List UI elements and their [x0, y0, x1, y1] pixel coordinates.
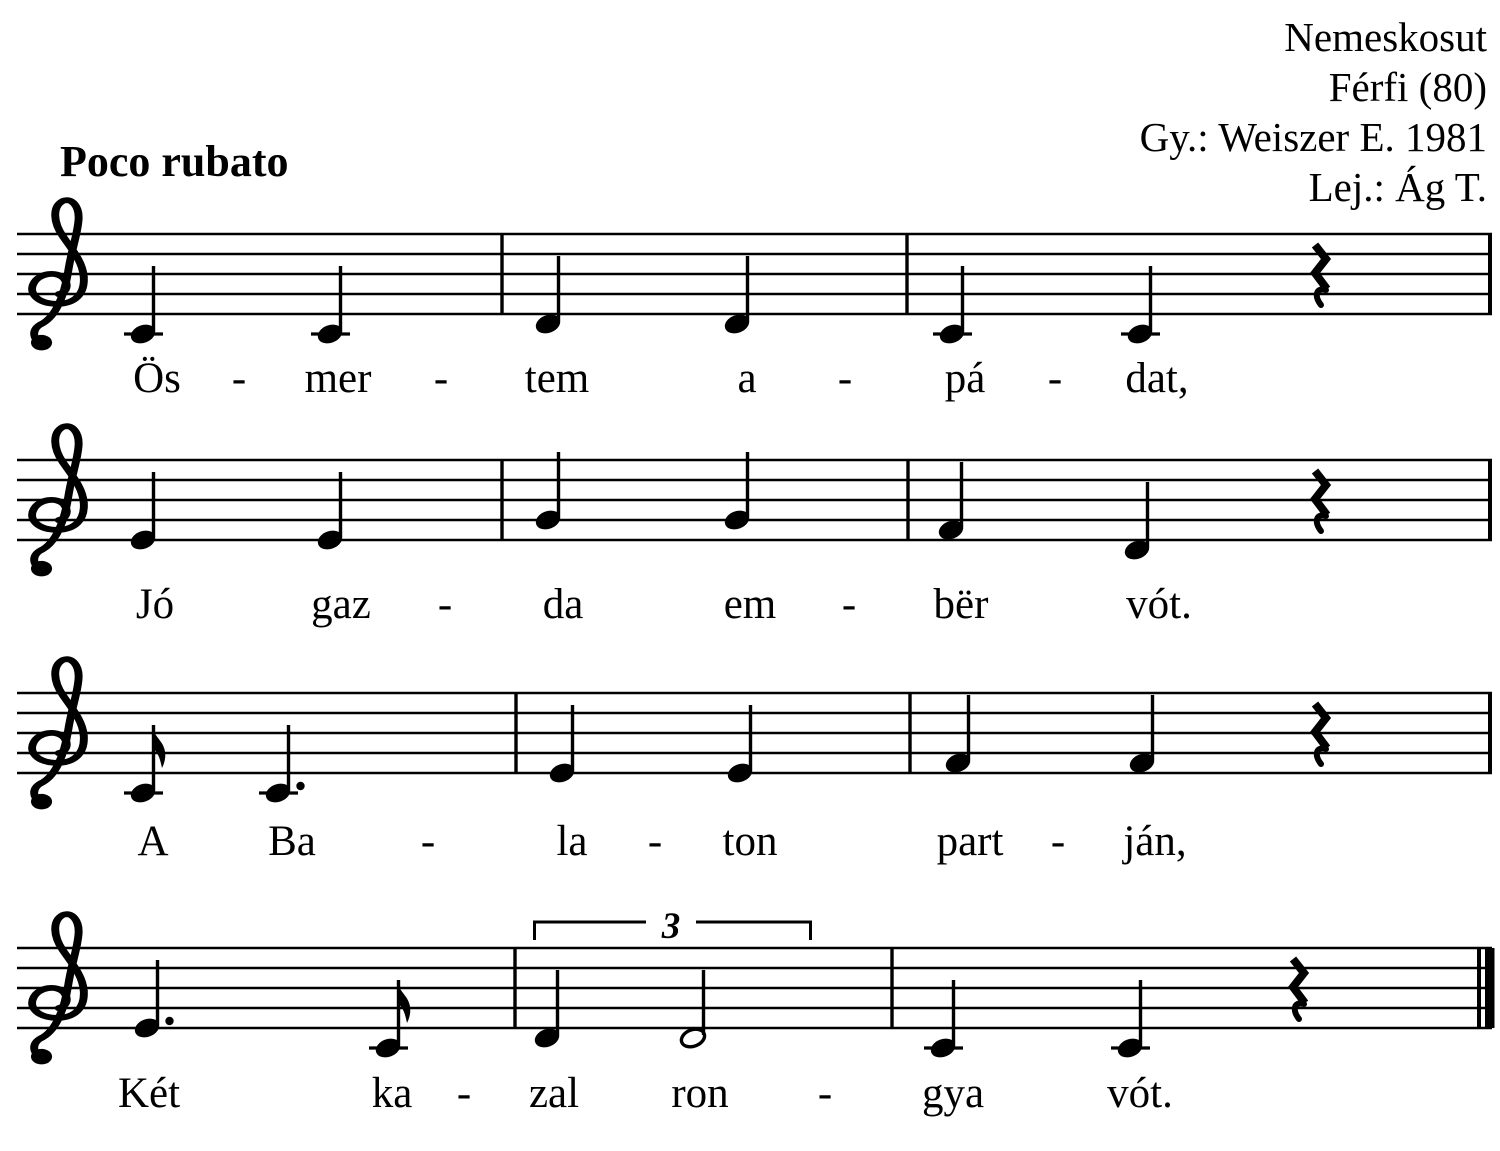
staff-system	[17, 200, 1492, 402]
lyric-syllable: ján,	[1123, 818, 1187, 865]
lyric-syllable: la	[556, 818, 588, 865]
lyric-hyphen: -	[456, 1070, 472, 1117]
lyric-syllable: Két	[117, 1070, 181, 1117]
lyric-syllable: ton	[722, 818, 778, 865]
barline	[500, 234, 503, 314]
lyric-hyphen: -	[841, 581, 857, 628]
lyric-syllable: A	[137, 818, 169, 865]
lyric-hyphen: -	[817, 1070, 833, 1117]
note-g4	[723, 452, 751, 532]
staff-system	[17, 426, 1492, 628]
note-f4	[1128, 695, 1156, 775]
lyric-syllable: tem	[524, 355, 590, 402]
lyric-syllable: zal	[528, 1070, 580, 1117]
barline	[908, 693, 911, 773]
rest-zigzag	[1315, 704, 1327, 748]
lyric-syllable: Jó	[135, 581, 175, 628]
rest-hook	[1317, 289, 1326, 305]
header-location: Nemeskosut	[1284, 14, 1487, 60]
note-e4	[726, 705, 754, 785]
lyric-syllable: em	[723, 581, 777, 628]
lyric-syllable: pá	[944, 355, 986, 402]
lyric-syllable: Ba	[268, 818, 316, 865]
lyric-hyphen: -	[1050, 818, 1066, 865]
note-e4	[316, 472, 344, 552]
barline	[500, 460, 503, 540]
lyric-syllable: bër	[933, 581, 989, 628]
lyric-hyphen: -	[420, 818, 436, 865]
barline	[513, 948, 516, 1028]
lyric-hyphen: -	[437, 581, 453, 628]
augmentation-dot	[296, 782, 304, 790]
end-barline	[1488, 460, 1492, 540]
triplet-number: 3	[661, 906, 681, 947]
rest-hook	[1317, 748, 1326, 764]
header-transcriber: Lej.: Ág T.	[1308, 164, 1487, 210]
note-c4	[311, 266, 350, 346]
end-barline	[1488, 234, 1492, 314]
note-c4	[1121, 266, 1160, 346]
clef-ball	[31, 561, 52, 577]
rest-zigzag	[1293, 959, 1305, 1003]
end-barline	[1488, 693, 1492, 773]
note-c4	[369, 980, 410, 1060]
rest-hook	[1317, 515, 1326, 531]
lyric-syllable: ka	[371, 1070, 413, 1117]
augmentation-dot	[165, 1017, 173, 1025]
barline	[905, 234, 908, 314]
note-f4	[937, 462, 965, 542]
note-c4	[124, 266, 163, 346]
header-collector: Gy.: Weiszer E. 1981	[1139, 114, 1487, 160]
note-e4	[548, 705, 576, 785]
note-f4	[944, 695, 972, 775]
note-c4	[1111, 980, 1150, 1060]
barline	[906, 460, 909, 540]
note-g4	[534, 452, 562, 532]
clef-ball	[31, 1049, 52, 1065]
lyric-hyphen: -	[837, 355, 853, 402]
clef-ball	[31, 335, 52, 351]
final-barline-thick	[1485, 948, 1495, 1028]
rest-hook	[1295, 1003, 1304, 1019]
lyric-hyphen: -	[647, 818, 663, 865]
note-d4	[723, 256, 751, 336]
lyric-syllable: a	[737, 355, 757, 402]
lyric-syllable: vót.	[1107, 1070, 1173, 1117]
final-barline-thin	[1477, 948, 1481, 1028]
lyric-hyphen: -	[1047, 355, 1063, 402]
tempo-marking: Poco rubato	[60, 137, 289, 186]
header-informant: Férfi (80)	[1328, 64, 1487, 110]
staff-system	[17, 659, 1492, 865]
note-d4	[1123, 482, 1151, 562]
triplet-bracket	[533, 906, 812, 947]
clef-ball	[31, 794, 52, 810]
barline	[514, 693, 517, 773]
barline	[890, 948, 893, 1028]
lyric-syllable: da	[542, 581, 584, 628]
note-c4	[259, 725, 305, 805]
lyric-syllable: dat,	[1125, 355, 1189, 402]
note-d4	[533, 970, 561, 1050]
note-c4	[124, 725, 165, 805]
note-c4	[933, 266, 972, 346]
lyric-syllable: gaz	[311, 581, 371, 628]
rest-zigzag	[1315, 471, 1327, 515]
note-d4	[534, 256, 562, 336]
lyric-hyphen: -	[231, 355, 247, 402]
lyric-syllable: vót.	[1126, 581, 1192, 628]
lyric-syllable: Ös	[133, 355, 181, 402]
lyric-syllable: mer	[304, 355, 372, 402]
lyric-syllable: part	[936, 818, 1004, 865]
staff-system	[17, 906, 1495, 1117]
rest-zigzag	[1315, 245, 1327, 289]
lyric-hyphen: -	[433, 355, 449, 402]
note-d4	[679, 970, 707, 1050]
note-c4	[924, 980, 963, 1060]
lyric-syllable: gya	[921, 1070, 985, 1117]
note-e4	[129, 472, 157, 552]
lyric-syllable: ron	[671, 1070, 729, 1117]
